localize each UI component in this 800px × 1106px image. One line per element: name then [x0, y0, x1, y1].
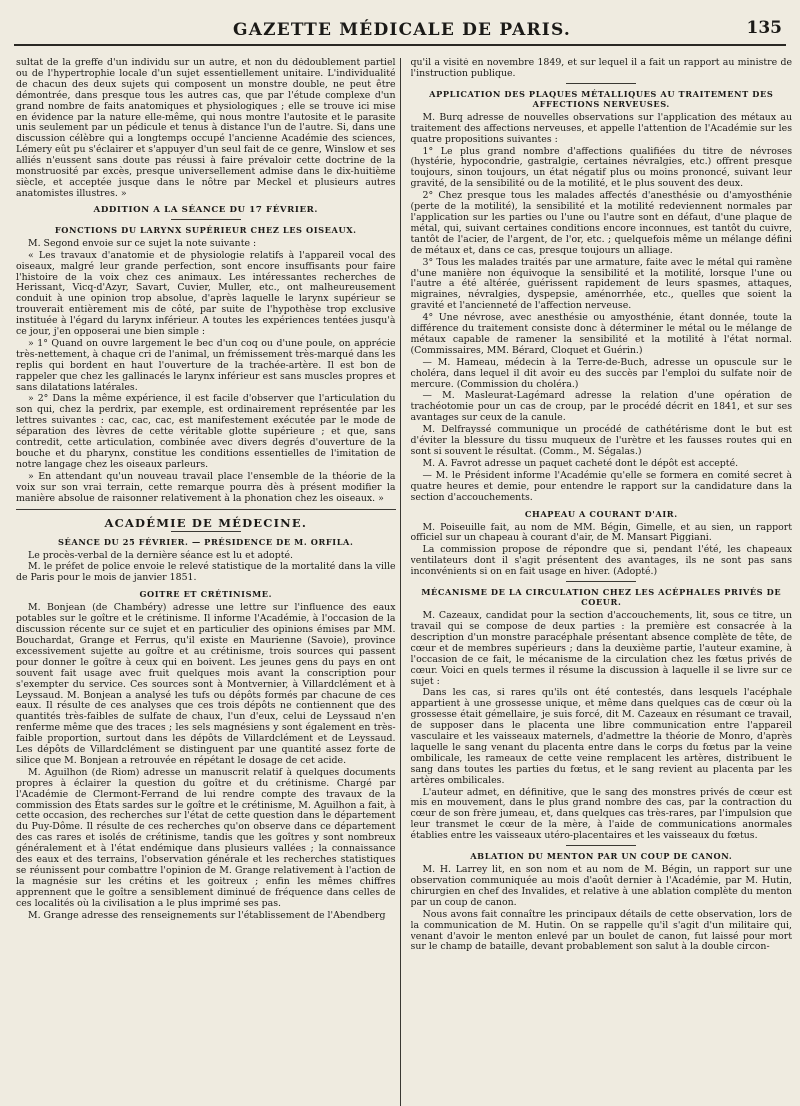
section-heading: FONCTIONS DU LARYNX SUPÉRIEUR CHEZ LES OISEAUX.	[54, 224, 357, 235]
header-rule	[14, 44, 786, 46]
column-rule	[400, 58, 401, 1106]
session-heading: SÉANCE DU 25 FÉVRIER. — PRÉSIDENCE DE M. ORFILA.	[58, 536, 354, 547]
divider	[566, 83, 636, 84]
section-heading: ABLATION DU MENTON PAR UN COUP DE CANON.	[470, 851, 733, 862]
section-heading: ADDITION A LA SÉANCE DU 17 FÉVRIER.	[93, 204, 318, 215]
paragraph: M. le préfet de police envoie le relevé statistique de la mortalité dans la ville de Paris pour le mois de janvier 1851.	[16, 561, 396, 584]
paragraph: Dans les cas, si rares qu'ils ont été contestés, dans lesquels l'acéphale appartient à une grossesse unique, et même dans quelques cas de cœur où la grossesse était gémellaire, je suis forcé, dit M. Cazeaux en résumant ce travail, de supposer dans le placenta une libre communication entre l'appareil vasculaire et les vaisseaux maternels, d'admettre la théorie de Monro, d'après laquelle le sang venant du placenta entre dans le corps du fœtus par la veine ombilicale, les rameaux de cette veine remplacent les artères, distribuent le sang dans toutes les parties du fœtus, et le sang revient au placenta par les artères ombilicales.	[410, 687, 793, 786]
section-heading: GOITRE ET CRÉTINISME.	[139, 589, 273, 600]
page-number: 135	[746, 18, 782, 38]
paragraph: M. A. Favrot adresse un paquet cacheté dont le dépôt est accepté.	[422, 457, 739, 469]
left-column	[16, 58, 396, 1106]
paragraph: Le procès-verbal de la dernière séance est lu et adopté.	[28, 549, 293, 561]
paragraph: — M. Hameau, médecin à la Terre-de-Buch, adresse un opuscule sur le choléra, dans lequel il dit avoir eu des succès par l'emploi du sulfate noir de mercure. (Commission du choléra.)	[410, 356, 793, 390]
paragraph: » 1° Quand on ouvre largement le bec d'un coq ou d'une poule, on apprécie très-nettement, à chaque cri de l'animal, un frémissement très-marqué dans les replis qui bordent en haut l'ouverture de la trachée-artère. Il est bon de rappeler que chez les gallinacés le larynx inférieur est sans muscles propres et sans dilatations latérales.	[16, 337, 396, 393]
paragraph: M. Burq adresse de nouvelles observations sur l'application des métaux au traitement des affections nerveuses, et appelle l'attention de l'Académie sur les quatre propositions suivantes :	[410, 111, 793, 145]
paragraph: — M. Masleurat-Lagémard adresse la relation d'une opération de trachéotomie pour un cas de croup, par le procédé décrit en 1841, et sur ses avantages sur ceux de la canule.	[410, 390, 793, 424]
paragraph: qu'il a visité en novembre 1849, et sur lequel il a fait un rapport au ministre de l'instruction publique.	[410, 58, 793, 79]
paragraph: Nous avons fait connaître les principaux détails de cette observation, lors de la communication de M. Hutin. On se rappelle qu'il s'agit d'un militaire qui, venant d'avoir le menton enlevé par un boulet de canon, fut laissé pour mort sur le champ de bataille, devant probablement son salut à la double circon-	[410, 908, 793, 953]
columns	[16, 58, 792, 1106]
right-column	[411, 58, 793, 1106]
section-heading: APPLICATION DES PLAQUES MÉTALLIQUES AU TRAITEMENT DES AFFECTIONS NERVEUSES.	[429, 88, 774, 109]
paragraph: M. Bonjean (de Chambéry) adresse une lettre sur l'influence des eaux potables sur le goître et le crétinisme. Il informe l'Académie, à l'occasion de la discussion récente sur ce sujet et en particulier des opinions émises par MM. Bouchardat, Grange et Ferrus, qu'il existe en Maurienne (Savoie), province excessivement sujette au goître et au crétinisme, trois sources qui passent pour donner le goître à ceux qui en boivent. Les jeunes gens du pays en ont souvent fait usage avec fruit quelques mois avant la conscription pour s'exempter du service. Ces sources sont à Montvernier, à Villardclément et à Leyssaud. M. Bonjean a analysé les tufs ou dépôts formés par chacune de ces eaux. Il résulte de ces analyses que ces trois dépôts ne contiennent que des quantités très-faibles de sulfate de chaux, l'un d'eux, celui de Leyssaud n'en renferme même que des traces ; les sels magnésiens y sont également en très-faible proportion, surtout dans les dépôts de Villardclément et de Leyssaud. Les dépôts de Villardclément se distinguent par une quantité assez forte de silice que M. Bonjean a retrouvée en répétant le dosage de cet acide.	[16, 602, 396, 766]
paragraph: 3° Tous les malades traités par une armature, faite avec le métal qui ramène d'une manière non équivoque la sensibilité et la motilité, lorsque l'une ou l'autre a été altérée, guérissent rapidement de leurs spasmes, attaques, migraines, névralgies, dyspepsie, aménorrhée, etc., quelles que soient la gravité et l'ancienneté de l'affection nerveuse.	[410, 256, 793, 312]
paragraph: sultat de la greffe d'un individu sur un autre, et non du dédoublement partiel ou de l'hypertrophie locale d'un sujet essentiellement unitaire. L'individualité de chacun des deux sujets qui composent un monstre double, ne peut être démontrée, dans presque tous les autres cas, que par l'étude complexe d'un grand nombre de faits anatomiques et physiologiques ; elle se trouve ici mise en évidence par la nature elle-même, qui nous montre l'autosite et le parasite unis seulement par un pédicule et tenus à distance l'un de l'autre. Si, dans une discussion célèbre qui a longtemps occupé l'ancienne Académie des sciences, Lémery eût pu s'éclairer et s'appuyer d'un seul fait de ce genre, Winslow et ses alliés n'eussent sans doute pas réussi à faire prévaloir cette doctrine de la monstruosité par excès, presque universellement admise dans le dix-huitième siècle, et acceptée jusque dans le nôtre par Meckel et plusieurs autres anatomistes illustres. »	[16, 58, 396, 199]
divider	[566, 581, 636, 582]
paragraph: 4° Une névrose, avec anesthésie ou amyosthénie, étant donnée, toute la différence du traitement consiste donc à déterminer le métal ou le mélange de métaux capable de ramener la sensibilité et la motilité à l'état normal. (Commissaires, MM. Bérard, Cloquet et Guérin.)	[410, 312, 793, 356]
divider	[171, 219, 241, 220]
paragraph: M. Aguilhon (de Riom) adresse un manuscrit relatif à quelques documents propres à éclairer la question du goître et du crétinisme. Chargé par l'Académie de Clermont-Ferrand de lui rendre compte des travaux de la commission des États sardes sur le goître et le crétinisme, M. Aguilhon a fait, à cette occasion, des recherches sur l'état de cette question dans le département du Puy-Dôme. Il résulte de ces recherches qu'on observe dans ce département des cas rares et isolés de crétinisme, tandis que les goîtres y sont nombreux généralement et à l'état endémique dans plusieurs vallées ; la connaissance des eaux et des terrains, l'observation générale et les recherches statistiques se réunissent pour combattre l'opinion de M. Grange relativement à l'action de la magnésie sur les crétins et les goitreux ; enfin les mêmes chiffres apprennent que le goître a sensiblement diminué de fréquence dans celles de ces localités où la civilisation a le plus imprimé ses pas.	[16, 766, 396, 909]
paragraph: « Les travaux d'anatomie et de physiologie relatifs à l'appareil vocal des oiseaux, malgré leur grande perfection, sont encore insuffisants pour faire l'histoire de la voix chez ces animaux. Les intéressantes recherches de Herissant, Vicq-d'Azyr, Savart, Cuvier, Muller, etc., ont malheureusement conduit à une opinion trop absolue, d'après laquelle le larynx supérieur se trouverait entièrement mis de côté, par suite de l'hypothèse trop exclusive instituée à l'égard du larynx inférieur. A toutes les expériences tentées jusqu'à ce jour, j'en opposerai une bien simple :	[16, 249, 396, 338]
paragraph: M. Poiseuille fait, au nom de MM. Bégin, Gimelle, et au sien, un rapport officiel sur un chapeau à courant d'air, de M. Mansart Piggiani.	[410, 521, 793, 544]
section-heading: CHAPEAU A COURANT D'AIR.	[524, 508, 678, 519]
paragraph: M. Segond envoie sur ce sujet la note suivante :	[28, 237, 257, 249]
paragraph: 2° Chez presque tous les malades affectés d'anesthésie ou d'amyosthénie (perte de la motilité), la sensibilité et la motilité redeviennent normales par l'application sur les parties ou l'une ou l'autre sont en défaut, d'une plaque de métal, qui, suivant certaines conditions encore inconnues, est tantôt du cuivre, tantôt de l'acier, de l'argent, de l'or, etc. ; quelquefois même un mélange défini de métaux et, dans ce cas, presque toujours un alliage.	[410, 190, 793, 256]
paragraph: M. Grange adresse des renseignements sur l'établissement de l'Abendberg	[28, 909, 386, 921]
paragraph: L'auteur admet, en définitive, que le sang des monstres privés de cœur est mis en mouvement, dans le plus grand nombre des cas, par la contraction du cœur de son frère jumeau, et, dans quelques cas très-rares, par l'impulsion que leur transmet le cœur de la mère, à l'aide de communications anormales établies entre les vaisseaux utéro-placentaires et les vaisseaux du fœtus.	[410, 786, 793, 842]
divider	[566, 845, 636, 846]
journal-title: GAZETTE MÉDICALE DE PARIS.	[233, 20, 571, 40]
paragraph: » 2° Dans la même expérience, il est facile d'observer que l'articulation du son qui, chez la perdrix, par exemple, est ordinairement représentée par les lettres suivantes : cac, cac, cac, est manifestement exécutée par le mode de séparation des lèvres de cette véritable glotte supérieure ; et que, sans contredit, cette articulation, combinée avec divers degrés d'ouverture de la bouche et du pharynx, constitue les conditions essentielles de l'imitation de notre langage chez les oiseaux parleurs.	[16, 393, 396, 470]
section-heading: MÉCANISME DE LA CIRCULATION CHEZ LES ACÉPHALES PRIVÉS DE COEUR.	[421, 587, 782, 608]
paragraph: M. H. Larrey lit, en son nom et au nom de M. Bégin, un rapport sur une observation communiquée au mois d'août dernier à l'Académie, par M. Hutin, chirurgien en chef des Invalides, et relative à une ablation complète du menton par un coup de canon.	[410, 864, 793, 908]
paragraph: — M. le Président informe l'Académie qu'elle se formera en comité secret à quatre heures et demie, pour entendre le rapport sur la candidature dans la section d'accouchements.	[410, 469, 793, 503]
paragraph: 1° Le plus grand nombre d'affections qualifiées du titre de névroses (hystérie, hypocondrie, gastralgie, certaines névralgies, etc.) offrent presque toujours, sinon toujours, un état négatif plus ou moins prononcé, suivant leur gravité, de la sensibilité ou de la motilité, et le plus souvent des deux.	[410, 145, 793, 190]
divider	[16, 509, 396, 510]
section-heading: ACADÉMIE DE MÉDECINE.	[104, 515, 308, 530]
paragraph: La commission propose de répondre que si, pendant l'été, les chapeaux ventilateurs dont il s'agit présentent des avantages, ils ne sont pas sans inconvénients si on en fait usage en hiver. (Adopté.)	[410, 544, 793, 578]
paragraph: M. Delfrayssé communique un procédé de cathétérisme dont le but est d'éviter la blessure du tissu muqueux de l'urètre et les fausses routes qui en sont si souvent le résultat. (Comm., M. Ségalas.)	[410, 424, 793, 457]
masthead	[12, 14, 792, 44]
paragraph: » En attendant qu'un nouveau travail place l'ensemble de la théorie de la voix sur son vrai terrain, cette remarque pourra dès à présent modifier la manière absolue de raisonner relativement à la phonation chez les oiseaux. »	[16, 470, 396, 504]
divider	[171, 531, 241, 532]
paragraph: M. Cazeaux, candidat pour la section d'accouchements, lit, sous ce titre, un travail qui se compose de deux parties : la première est consacrée à la description d'un monstre paracéphale présentant absence complète de tête, de cœur et de membres supérieurs ; dans la deuxième partie, l'auteur examine, à l'occasion de ce fait, le mécanisme de la circulation chez les fœtus privés de cœur. Voici en quels termes il résume la discussion à laquelle il se livre sur ce sujet :	[410, 610, 793, 687]
